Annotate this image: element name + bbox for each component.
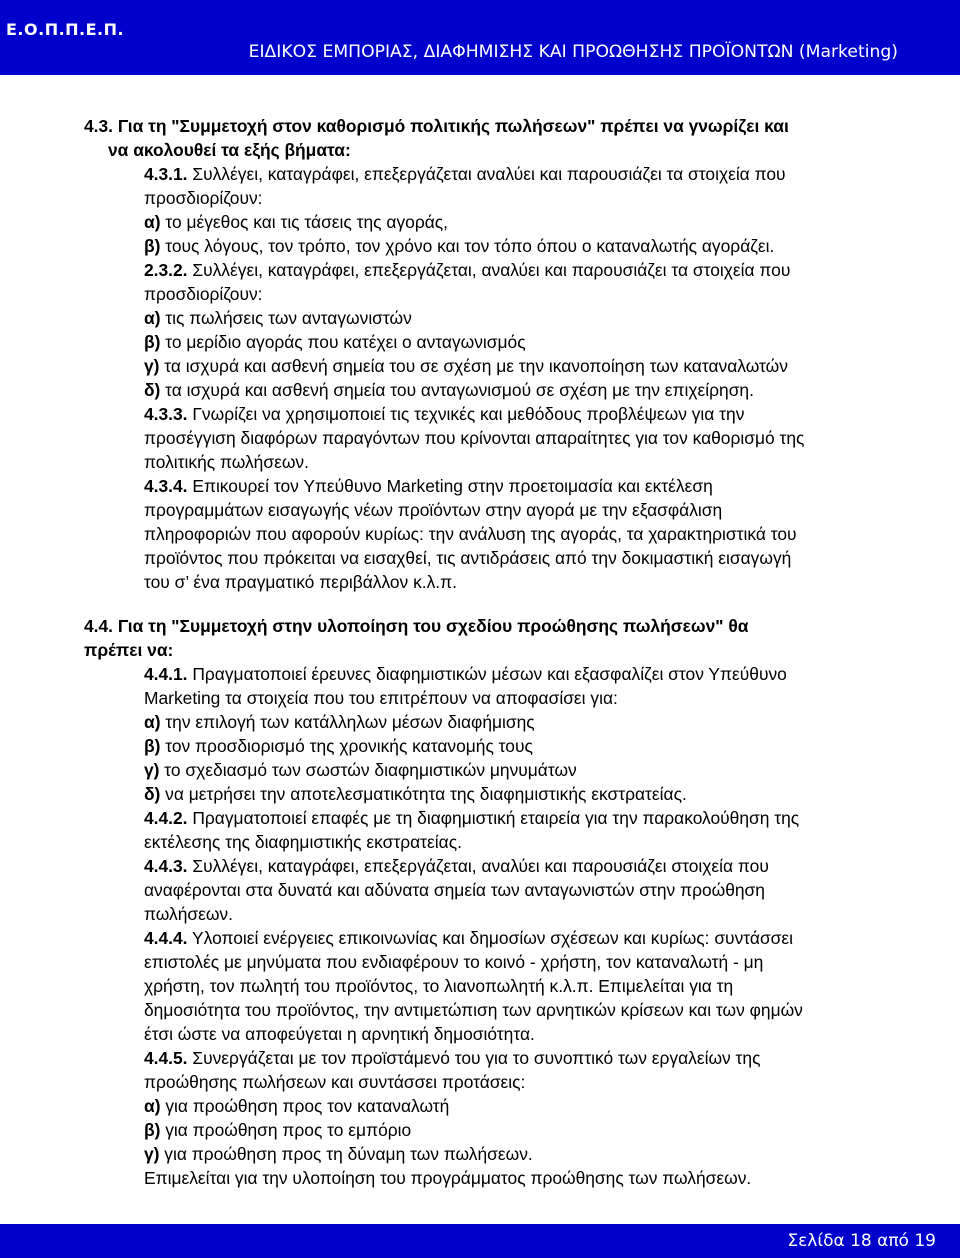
item-431-line-1 — [144, 163, 786, 187]
item-441-a — [144, 711, 535, 735]
item-444-line-1 — [144, 927, 793, 951]
page-footer — [0, 1224, 960, 1258]
item-442-line-2: εκτέλεσης της διαφημιστικής εκστρατείας. — [144, 832, 462, 852]
item-441-d — [144, 783, 687, 807]
section-43-heading-line-2: να ακολουθεί τα εξής βήματα: — [108, 140, 351, 160]
item-432-text-1: Συλλέγει, καταγράφει, επεξεργάζεται, αναλύει και παρουσιάζει τα στοιχεία που — [187, 260, 791, 280]
page-header — [0, 0, 960, 75]
item-445-text-1: Συνεργάζεται με τον προϊστάμενό του για το συνοπτικό των εργαλείων της — [187, 1048, 761, 1068]
item-433-line-3: πολιτικής πωλήσεων. — [144, 452, 309, 472]
item-444-line-3: χρήστη, τον πωλητή του προϊόντος, το λιανοπωλητή κ.λ.π. Επιμελείται για τη — [144, 976, 734, 996]
item-434-line-3: πληροφοριών που αφορούν κυρίως: την ανάλυση της αγοράς, τα χαρακτηριστικά του — [144, 524, 797, 544]
item-444-line-5: έτσι ώστε να αποφεύγεται η αρνητική δημοσιότητα. — [144, 1024, 535, 1044]
item-441-number: 4.4.1. — [144, 664, 188, 684]
item-444-number: 4.4.4. — [144, 928, 188, 948]
item-434-line-4: προϊόντος που πρόκειται να εισαχθεί, τις αντιδράσεις από την δοκιμαστική εισαγωγή — [144, 548, 792, 568]
item-432-d — [144, 379, 754, 403]
item-431-b-label: β) — [144, 236, 161, 256]
item-441-line-2: Marketing τα στοιχεία που του επιτρέπουν να αποφασίσει για: — [144, 688, 618, 708]
item-443-number: 4.4.3. — [144, 856, 188, 876]
item-441-d-text: να μετρήσει την αποτελεσματικότητα της διαφημιστικής εκστρατείας. — [160, 784, 687, 804]
item-445-a-label: α) — [144, 1096, 161, 1116]
item-432-d-label: δ) — [144, 380, 161, 400]
item-445-b-label: β) — [144, 1120, 161, 1140]
item-441-text-1: Πραγματοποιεί έρευνες διαφημιστικών μέσων και εξασφαλίζει στον Υπεύθυνο — [187, 664, 787, 684]
item-445-last-line: Επιμελείται για την υλοποίηση του προγράμματος προώθησης των πωλήσεων. — [144, 1168, 752, 1188]
item-431-line-2: προσδιορίζουν: — [144, 188, 263, 208]
item-431-number: 4.3.1. — [144, 164, 188, 184]
item-445-line-2: προώθησης πωλήσεων και συντάσσει προτάσεις: — [144, 1072, 526, 1092]
item-443-line-2: αναφέρονται στα δυνατά και αδύνατα σημεία των ανταγωνιστών στην προώθηση — [144, 880, 765, 900]
section-44-heading-line-1: 4.4. Για τη "Συμμετοχή στην υλοποίηση του σχεδίου προώθησης πωλήσεων" θα — [84, 616, 749, 636]
item-441-d-label: δ) — [144, 784, 161, 804]
item-441-line-1 — [144, 663, 787, 687]
item-432-c-label: γ) — [144, 356, 160, 376]
item-441-a-text: την επιλογή των κατάλληλων μέσων διαφήμισης — [160, 712, 535, 732]
item-432-number: 2.3.2. — [144, 260, 188, 280]
item-441-b-label: β) — [144, 736, 161, 756]
item-432-a-text: τις πωλήσεις των ανταγωνιστών — [160, 308, 412, 328]
item-444-line-4: δημοσιότητα του προϊόντος, την αντιμετώπιση των αρνητικών κρίσεων και των φημών — [144, 1000, 803, 1020]
item-444-text-1: Υλοποιεί ενέργειες επικοινωνίας και δημοσίων σχέσεων και κυρίως: συντάσσει — [187, 928, 794, 948]
item-431-text-1: Συλλέγει, καταγράφει, επεξεργάζεται αναλύει και παρουσιάζει τα στοιχεία που — [187, 164, 786, 184]
item-431-a — [144, 211, 448, 235]
item-445-c-label: γ) — [144, 1144, 160, 1164]
item-441-c — [144, 759, 577, 783]
item-433-line-2: προσέγγιση διαφόρων παραγόντων που κρίνονται απαραίτητες για τον καθορισμό της — [144, 428, 805, 448]
item-432-b-text: το μερίδιο αγοράς που κατέχει ο ανταγωνισμός — [160, 332, 526, 352]
item-431-a-label: α) — [144, 212, 161, 232]
item-433-text-1: Γνωρίζει να χρησιμοποιεί τις τεχνικές και μεθόδους προβλέψεων για την — [187, 404, 745, 424]
header-org: Ε.Ο.Π.Π.Ε.Π. — [6, 20, 125, 39]
item-443-line-3: πωλήσεων. — [144, 904, 233, 924]
item-445-line-1 — [144, 1047, 760, 1071]
item-441-a-label: α) — [144, 712, 161, 732]
item-445-number: 4.4.5. — [144, 1048, 188, 1068]
item-445-c-text: για προώθηση προς τη δύναμη των πωλήσεων. — [159, 1144, 533, 1164]
item-441-c-text: το σχεδιασμό των σωστών διαφημιστικών μηνυμάτων — [159, 760, 577, 780]
item-442-number: 4.4.2. — [144, 808, 188, 828]
item-432-d-text: τα ισχυρά και ασθενή σημεία του ανταγωνισμού σε σχέση με την επιχείρηση. — [160, 380, 754, 400]
item-441-b-text: τον προσδιορισμό της χρονικής κατανομής τους — [160, 736, 533, 756]
item-434-line-1 — [144, 475, 713, 499]
header-title: ΕΙΔΙΚΟΣ ΕΜΠΟΡΙΑΣ, ΔΙΑΦΗΜΙΣΗΣ ΚΑΙ ΠΡΟΩΘΗΣΗΣ ΠΡΟΪΟΝΤΩΝ (Marketing) — [248, 42, 898, 62]
item-443-text-1: Συλλέγει, καταγράφει, επεξεργάζεται, αναλύει και παρουσιάζει στοιχεία που — [187, 856, 769, 876]
section-44-heading-line-2: πρέπει να: — [84, 640, 174, 660]
item-442-text-1: Πραγματοποιεί επαφές με τη διαφημιστική εταιρεία για την παρακολούθηση της — [187, 808, 800, 828]
item-431-a-text: το μέγεθος και τις τάσεις της αγοράς, — [160, 212, 448, 232]
item-445-a — [144, 1095, 449, 1119]
item-441-b — [144, 735, 533, 759]
item-433-number: 4.3.3. — [144, 404, 188, 424]
item-445-c — [144, 1143, 533, 1167]
item-434-line-5: του σ’ ένα πραγματικό περιβάλλον κ.λ.π. — [144, 572, 457, 592]
item-434-number: 4.3.4. — [144, 476, 188, 496]
item-443-line-1 — [144, 855, 769, 879]
item-432-c — [144, 355, 788, 379]
item-445-b — [144, 1119, 411, 1143]
item-434-line-2: προγραμμάτων εισαγωγής νέων προϊόντων στην αγορά με την εξασφάλιση — [144, 500, 723, 520]
item-445-b-text: για προώθηση προς το εμπόριο — [160, 1120, 412, 1140]
item-441-c-label: γ) — [144, 760, 160, 780]
item-442-line-1 — [144, 807, 799, 831]
item-434-text-1: Επικουρεί τον Υπεύθυνο Marketing στην προετοιμασία και εκτέλεση — [187, 476, 713, 496]
item-432-c-text: τα ισχυρά και ασθενή σημεία του σε σχέση με την ικανοποίηση των καταναλωτών — [159, 356, 788, 376]
item-432-b-label: β) — [144, 332, 161, 352]
page-number: Σελίδα 18 από 19 — [787, 1231, 936, 1251]
item-431-b-text: τους λόγους, τον τρόπο, τον χρόνο και τον τόπο όπου ο καταναλωτής αγοράζει. — [160, 236, 775, 256]
item-432-line-1 — [144, 259, 790, 283]
item-432-b — [144, 331, 526, 355]
item-432-a-label: α) — [144, 308, 161, 328]
section-43-heading-line-1: 4.3. Για τη "Συμμετοχή στον καθορισμό πολιτικής πωλήσεων" πρέπει να γνωρίζει και — [84, 116, 789, 136]
item-433-line-1 — [144, 403, 744, 427]
item-432-line-2: προσδιορίζουν: — [144, 284, 263, 304]
item-431-b — [144, 235, 774, 259]
item-444-line-2: επιστολές με μηνύματα που ενδιαφέρουν το κοινό - χρήστη, τον καταναλωτή - μη — [144, 952, 764, 972]
item-445-a-text: για προώθηση προς τον καταναλωτή — [160, 1096, 450, 1116]
item-432-a — [144, 307, 412, 331]
